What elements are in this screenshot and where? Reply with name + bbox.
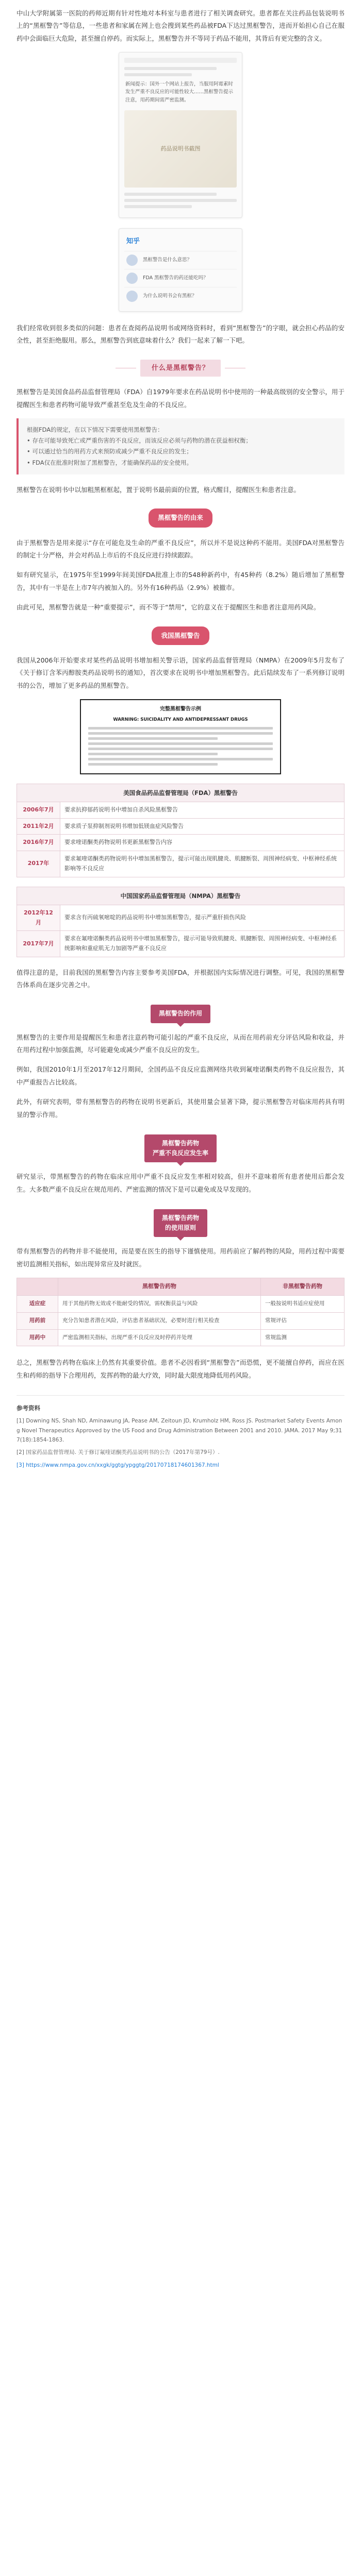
origin-paragraph-3: 由此可见，黑框警告就是一种“重要提示”，而不等于“禁用”，它的意义在于提醒医生和患者注意用药风险。 bbox=[17, 603, 320, 612]
references-heading: 参考资料 bbox=[17, 1404, 40, 1412]
fda-criteria-quote bbox=[17, 418, 344, 474]
label-line bbox=[88, 732, 273, 735]
table-header-row bbox=[17, 1278, 344, 1296]
label-line bbox=[88, 758, 273, 760]
leaflet-image bbox=[124, 110, 237, 188]
table-row bbox=[17, 1329, 344, 1346]
row-header: 用药中 bbox=[17, 1329, 58, 1346]
section-title: 黑框警告的由来 bbox=[149, 509, 212, 527]
section-heading bbox=[0, 1005, 361, 1023]
role-paragraph-3: 此外，有研究表明，带有黑框警告的药物在说明书更新后，其使用量会显著下降，提示黑框警告对临床用药具有明显的警示作用。 bbox=[17, 1098, 344, 1118]
table-cell: 常规监测 bbox=[261, 1329, 344, 1346]
timeline-table bbox=[17, 802, 344, 877]
event-cell: 要求氟喹诺酮类药物说明书中增加黑框警告，提示可能出现肌腱炎、肌腱断裂、周围神经病变、中枢神经系统影响等不良反应 bbox=[60, 851, 344, 877]
section-heading bbox=[0, 360, 361, 377]
text-placeholder bbox=[124, 67, 217, 70]
year-cell: 2012年12月 bbox=[17, 905, 60, 930]
section-title: 我国黑框警告 bbox=[152, 626, 209, 645]
definition-paragraph: 黑框警告是美国食品药品监督管理局（FDA）自1979年要求在药品说明书中使用的一种最高级别的安全警示，用于提醒医生和患者药物可能导致严重甚至危及生命的不良反应。 bbox=[17, 388, 344, 409]
status-bar bbox=[124, 58, 237, 63]
rate-paragraph: 研究显示，带黑框警告的药物在临床应用中严重不良反应发生率相对较高，但并不意味着所有患者使用后都会发生。大多数严重不良反应在规范用药、严密监测的情况下是可以避免或及早发现的。 bbox=[17, 1173, 344, 1193]
table-row bbox=[17, 835, 344, 851]
leaflet-caption: 药品说明书截图 bbox=[160, 145, 201, 152]
avatar bbox=[126, 291, 138, 302]
year-cell: 2011年2月 bbox=[17, 818, 60, 835]
column-header: 非黑框警告药物 bbox=[261, 1278, 344, 1296]
table-row bbox=[17, 851, 344, 877]
table-row bbox=[17, 1312, 344, 1329]
phone-screenshot-1 bbox=[0, 52, 361, 218]
section-heading bbox=[0, 509, 361, 527]
table-row bbox=[17, 1295, 344, 1312]
references bbox=[0, 1403, 361, 1470]
table-title: 美国食品药品监督管理局（FDA）黑框警告 bbox=[17, 784, 344, 802]
black-box-label bbox=[80, 699, 281, 774]
table-row bbox=[17, 802, 344, 819]
column-header bbox=[17, 1278, 58, 1296]
comparison-table bbox=[17, 1278, 344, 1346]
text-placeholder bbox=[124, 193, 217, 196]
quote-text: 根据FDA的规定，在以下情况下需要使用黑框警告： • 存在可能导致死亡或严重伤害的不良反应，而该反应必须与药物的潜在获益相权衡； • 可以通过恰当的用药方式来预防或减少严重不良反应的发生； • FDA仅在批准时附加了黑框警告，才能确保药品的安全使用。 bbox=[27, 426, 252, 466]
row-header: 用药前 bbox=[17, 1312, 58, 1329]
china-paragraph-2: 值得注意的是，目前我国的黑框警告内容主要参考美国FDA，并根据国内实际情况进行调整。可见，我国的黑框警告体系尚在逐步完善之中。 bbox=[17, 968, 344, 989]
event-cell: 要求含有丙硫氧嘧啶的药品说明书中增加黑框警告，提示严重肝损伤风险 bbox=[60, 905, 344, 930]
table-row bbox=[17, 905, 344, 930]
table-cell: 常规评估 bbox=[261, 1312, 344, 1329]
role-paragraph-2: 例如，我国2010年1月至2017年12月期间，全国药品不良反应监测网络共收到氟喹诺酮类药物不良反应报告，其中严重报告占比较高。 bbox=[17, 1065, 344, 1086]
label-line bbox=[88, 763, 218, 766]
china-paragraph-1: 我国从2006年开始要求对某些药品说明书增加相关警示语，国家药品监督管理局（NMPA）在2009年5月发布了《关于修订含苯丙醇胺类药品说明书的通知》，首次要求在说明书中增加黑框警告。此后陆续发布了一系列修订说明书的公告，增加了更多药品的黑框警告。 bbox=[17, 656, 344, 689]
table-cell: 一般按说明书适应症使用 bbox=[261, 1295, 344, 1312]
qa-item[interactable] bbox=[124, 287, 237, 305]
intro-paragraph: 中山大学附属第一医院的药师近期有针对性地对本科室与患者进行了相关调查研究。患者都在关注药品包装说明书上的“黑框警告”等信息，一些患者和家属在网上也会搜到某些药品被FDA下达过黑框警告，进而开始担心自己在服药中会面临巨大危险，甚至擅自停药。而实际上，黑框警告并不等同于药品不能用，其背后有更完整的含义。 bbox=[17, 9, 344, 42]
table-cell: 严密监测相关指标，出现严重不良反应及时停药并处理 bbox=[58, 1329, 261, 1346]
black-box-label-image bbox=[0, 699, 361, 774]
origin-paragraph-1: 由于黑框警告是用来提示“存在可能危及生命的严重不良反应”，所以并不是说这种药不能用。美国FDA对黑框警告的制定十分严格，并会对药品上市后的不良反应进行持续跟踪。 bbox=[17, 538, 344, 560]
label-line bbox=[88, 727, 273, 730]
year-cell: 2016年7月 bbox=[17, 835, 60, 851]
qa-question: 为什么说明书会有黑框？ bbox=[143, 293, 197, 299]
role-paragraph-1: 黑框警告的主要作用是提醒医生和患者注意药物可能引起的严重不良反应，从而在用药前充分评估风险和收益，并在用药过程中加强监测，尽可能避免或减少严重不良反应的发生。 bbox=[17, 1033, 344, 1054]
fda-timeline-table bbox=[17, 784, 344, 877]
section-heading bbox=[0, 1209, 361, 1237]
divider bbox=[17, 1395, 344, 1396]
qa-question: 黑框警告是什么意思？ bbox=[143, 257, 192, 263]
qa-question: FDA 黑框警告的药还能吃吗？ bbox=[143, 275, 208, 281]
reference-link[interactable]: [3] https://www.nmpa.gov.cn/xxgk/ggtg/ypggtg/20170718174601367.html bbox=[17, 1462, 219, 1468]
phone-frame bbox=[119, 228, 242, 312]
avatar bbox=[126, 273, 138, 284]
intro-paragraph-2: 我们经常收到很多类似的问题：患者在查阅药品说明书或网络资料时，看到“黑框警告”的字眼，就会担心药品的安全性，甚至拒绝服用。那么，黑框警告到底意味着什么？我们一起来了解一下吧。 bbox=[17, 324, 344, 345]
principle-paragraph-1: 带有黑框警告的药物并非不能使用，而是要在医生的指导下谨慎使用。用药前应了解药物的风险，用药过程中需要密切监测相关指标，如出现异常应及时就医。 bbox=[17, 1247, 344, 1268]
comparison-grid bbox=[17, 1278, 344, 1346]
origin-paragraph-2: 如有研究显示，在1975年至1999年间美国FDA批准上市的548种新药中，有45种药（8.2%）随后增加了黑框警告，其中有一半是在上市7年内被加入的。另外有16种药品（2.9%）被撤市。 bbox=[17, 571, 344, 591]
table-title: 中国国家药品监督管理局（NMPA）黑框警告 bbox=[17, 887, 344, 905]
text-placeholder bbox=[124, 205, 192, 208]
text-placeholder bbox=[124, 73, 192, 76]
section-heading bbox=[0, 626, 361, 645]
section-title: 黑框警告药物 严重不良反应发生率 bbox=[144, 1134, 217, 1162]
section-heading bbox=[0, 1134, 361, 1162]
zhihu-logo: 知乎 bbox=[126, 237, 140, 245]
event-cell: 要求质子泵抑制剂说明书增加低镁血症风险警告 bbox=[60, 818, 344, 835]
text-placeholder bbox=[124, 199, 237, 202]
section-title: 什么是黑框警告？ bbox=[140, 360, 221, 377]
reference-item: [1] Downing NS, Shah ND, Aminawung JA, Pease AM, Zeitoun JD, Krumholz HM, Ross JS. Postmarket Safety Events Among Novel Therapeutics Approved by the US Food and Drug Administration Between 2001 and 2010. JAMA. 2017 May 9;317(18):1854-1863. bbox=[17, 1418, 342, 1443]
label-line bbox=[88, 748, 273, 750]
label-subtitle: WARNING: SUICIDALITY AND ANTIDEPRESSANT DRUGS bbox=[113, 717, 248, 723]
table-cell: 充分告知患者潜在风险，评估患者基础状况，必要时进行相关检查 bbox=[58, 1312, 261, 1329]
timeline-table bbox=[17, 905, 344, 957]
label-line bbox=[88, 737, 218, 740]
qa-item[interactable] bbox=[124, 269, 237, 287]
year-cell: 2017年 bbox=[17, 851, 60, 877]
principle-paragraph-2: 总之，黑框警告药物在临床上仍然有其重要价值。患者不必因看到“黑框警告”而恐慌，更不能擅自停药，而应在医生和药师的指导下合理用药，发挥药物的最大疗效，同时最大限度地降低用药风险。 bbox=[17, 1359, 344, 1379]
qa-item[interactable] bbox=[124, 251, 237, 269]
event-cell: 要求喹诺酮类药物说明书更新黑框警告内容 bbox=[60, 835, 344, 851]
section-title: 黑框警告药物 的使用原则 bbox=[154, 1209, 207, 1237]
phone-text: 新闻提示：国外一个网站上报告，当服用阿霉素时发生严重不良反应的可能性较大……黑框警告提示注意，用药期间需严密监测。 bbox=[125, 81, 234, 103]
section-title: 黑框警告的作用 bbox=[151, 1005, 210, 1023]
table-row bbox=[17, 818, 344, 835]
label-line bbox=[88, 742, 273, 745]
definition-paragraph-2: 黑框警告在说明书中以加粗黑框框起，置于说明书最前面的位置，格式醒目，提醒医生和患者注意。 bbox=[17, 485, 301, 494]
label-title: 完整黑框警告示例 bbox=[160, 706, 201, 713]
avatar bbox=[126, 255, 138, 266]
event-cell: 要求抗抑郁药说明书中增加自杀风险黑框警告 bbox=[60, 802, 344, 819]
label-line bbox=[88, 753, 218, 755]
column-header: 黑框警告药物 bbox=[58, 1278, 261, 1296]
table-cell: 用于其他药物无效或不能耐受的情况，需权衡获益与风险 bbox=[58, 1295, 261, 1312]
event-cell: 要求在氟喹诺酮类药品说明书中增加黑框警告，提示可能导致肌腱炎、肌腱断裂、周围神经病变、中枢神经系统影响和重症肌无力加剧等严重不良反应 bbox=[60, 931, 344, 957]
nmpa-timeline-table bbox=[17, 887, 344, 957]
year-cell: 2006年7月 bbox=[17, 802, 60, 819]
reference-item: [2] 国家药品监督管理局. 关于修订氟喹诺酮类药品说明书的公告（2017年第79号）. bbox=[17, 1449, 220, 1456]
table-row bbox=[17, 931, 344, 957]
year-cell: 2017年7月 bbox=[17, 931, 60, 957]
phone-screenshot-2 bbox=[0, 228, 361, 312]
row-header: 适应症 bbox=[17, 1295, 58, 1312]
phone-frame bbox=[119, 52, 242, 218]
